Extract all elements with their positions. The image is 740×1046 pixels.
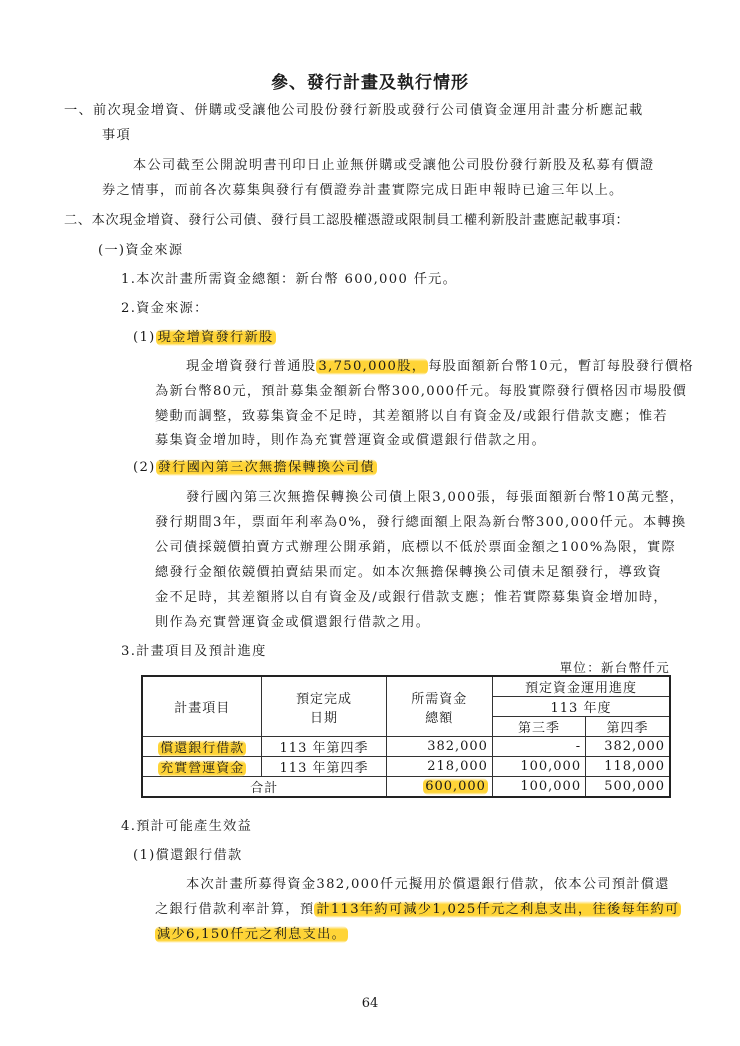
source2-paragraph-line: 金不足時，其差額將以自有資金及/或銀行借款支應；惟若實際募集資金增加時， [155,590,668,605]
source1-paragraph-line: 變動而調整，致募集資金不足時，其差額將以自有資金及/或銀行借款支應；惟若 [155,409,668,424]
row-q3: - [492,737,585,757]
interest-savings-highlight: 減少6,150仟元之利息支出。 [157,927,347,942]
source1-heading [133,329,276,347]
plan-schedule-item: 3.計畫項目及預計進度 [121,644,267,659]
source1-paragraph-line: 為新台幣80元，預計募集金額新台幣300,000仟元。每股實際發行價格因市場股價 [155,384,688,399]
source2-paragraph-line: 則作為充實營運資金或償還銀行借款之用。 [155,615,431,630]
total-amount-highlighted: 600,000 [425,779,486,794]
source1-label-highlighted: 現金增資發行新股 [157,330,274,345]
source2-paragraph-line: 發行國內第三次無擔保轉換公司債上限3,000張，每張面額新台幣10萬元整， [186,490,685,505]
header-q4: 第四季 [586,717,670,737]
source2-paragraph-line: 發行期間3年，票面年利率為0%，發行總面額上限為新台幣300,000仟元。本轉換 [155,515,687,530]
source2-paragraph-line: 總發行金額依競價拍賣結果而定。如本次無擔保轉換公司債未足額發行，導致資 [155,565,663,580]
expected-benefit-item: 4.預計可能產生效益 [121,819,253,834]
row-amount: 218,000 [386,757,492,777]
interest-savings-highlight: 計113年約可減少1,025仟元之利息支出，往後每年約可 [316,902,680,917]
table-row [142,737,670,757]
benefit1-paragraph-line: 本次計畫所募得資金382,000仟元擬用於償還銀行借款，依本公司預計償還 [186,877,670,892]
benefit1-paragraph-line: 之銀行借款利率計算，預 計113年約可減少1,025仟元之利息支出，往後每年約可 [155,902,680,917]
row-date: 113 年第四季 [262,737,386,757]
source2-paragraph-line: 公司債採競價拍賣方式辦理公開承銷，底標以不低於票面金額之100%為限，實際 [155,540,676,555]
page-number: 64 [361,996,379,1011]
shares-highlight: 3,750,000股， [318,359,427,374]
unit-label: 單位：新台幣仟元 [559,660,670,675]
section1-paragraph-line: 券之情事，而前各次募集與發行有價證券計畫實際完成日距申報時已逾三年以上。 [102,183,624,198]
header-total-amount: 所需資金 總額 [386,676,492,737]
row-item-highlighted: 償還銀行借款 [160,741,245,756]
row-date: 113 年第四季 [262,757,386,777]
table-total-row [142,777,670,798]
row-amount: 382,000 [386,737,492,757]
header-q3: 第三季 [492,717,585,737]
row-q4: 382,000 [586,737,670,757]
total-q4: 500,000 [586,777,670,798]
funding-source-heading: (一)資金來源 [98,243,184,258]
source2-label-highlighted: 發行國內第三次無擔保轉換公司債 [157,460,375,475]
section1-heading-cont: 事項 [102,128,131,143]
header-year: 113 年度 [492,697,670,717]
source1-paragraph-line: 現金增資發行普通股 3,750,000股， 每股面額新台幣10元，暫訂每股發行價格 [186,359,694,374]
benefit1-heading: (1)償還銀行借款 [133,848,243,863]
row-q3: 100,000 [492,757,585,777]
benefit1-paragraph-line [155,926,348,944]
header-completion-date: 預定完成 日期 [262,676,386,737]
section2-heading: 二、本次現金增資、發行公司債、發行員工認股權憑證或限制員工權利新股計畫應記載事項： [64,213,630,228]
total-q3: 100,000 [492,777,585,798]
funding-source-item: 2.資金來源： [121,301,209,316]
source2-heading [133,459,377,477]
total-funding-item: 1.本次計畫所需資金總額：新台幣 600,000 仟元。 [121,272,458,287]
section1-heading: 一、前次現金增資、併購或受讓他公司股份發行新股或發行公司債資金運用計畫分析應記載 [64,103,644,118]
source1-paragraph-line: 募集資金增加時，則作為充實營運資金或償還銀行借款之用。 [155,433,547,448]
source2-prefix: (2) [133,460,156,475]
header-progress: 預定資金運用進度 [492,676,670,697]
total-label: 合計 [142,777,386,798]
source1-prefix: (1) [133,330,156,345]
section1-paragraph-line: 本公司截至公開說明書刊印日止並無併購或受讓他公司股份發行新股及私募有價證 [133,158,655,173]
row-item-highlighted: 充實營運資金 [160,761,245,776]
table-row [142,757,670,777]
page-title: 參、發行計畫及執行情形 [271,73,469,93]
row-q4: 118,000 [586,757,670,777]
header-plan-item: 計畫項目 [142,676,262,737]
plan-schedule-table [141,675,671,798]
